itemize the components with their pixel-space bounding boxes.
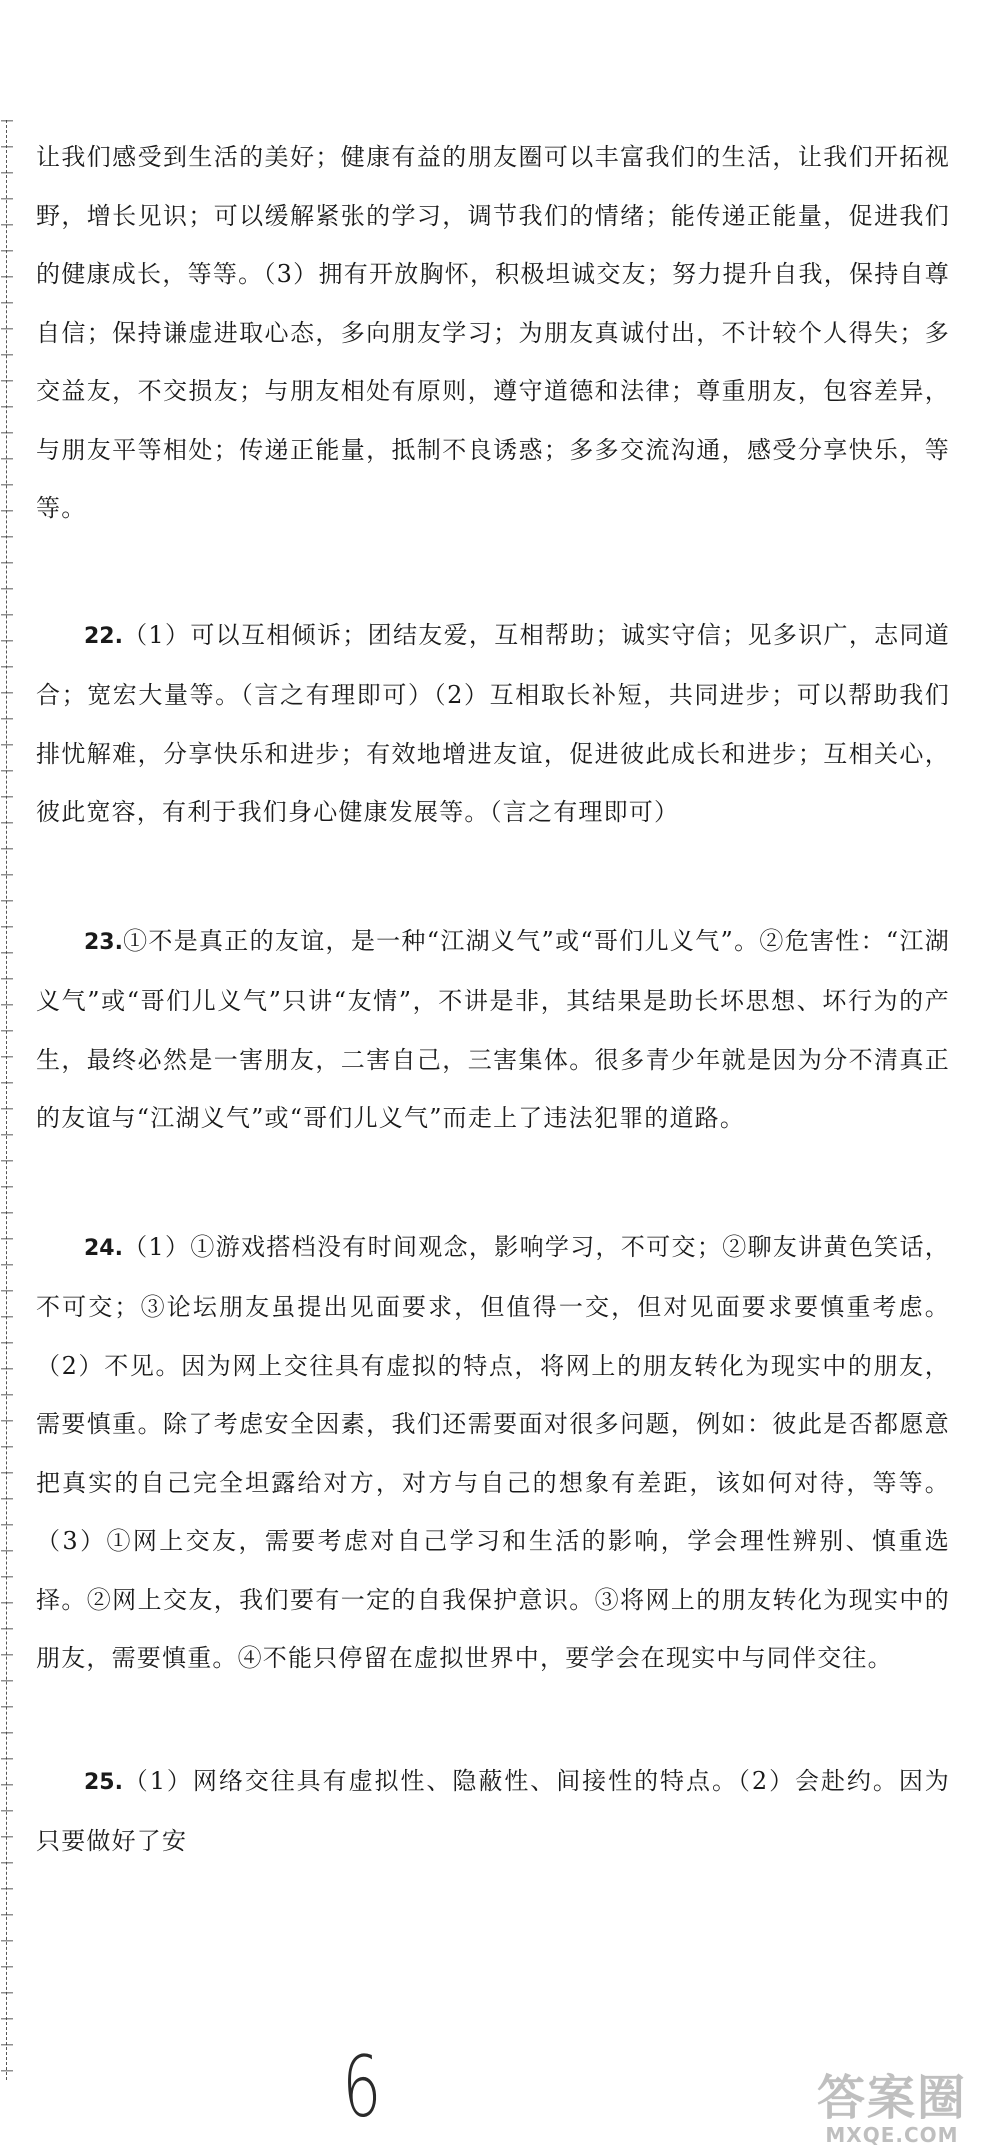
binding-tick-marks <box>1 120 13 2080</box>
answer-23 <box>36 912 950 1148</box>
page-number: 6 <box>340 2036 384 2138</box>
watermark-url: MXQE.COM <box>825 2123 959 2147</box>
answer-24-text: （1）①游戏搭档没有时间观念，影响学习，不可交；②聊友讲黄色笑话，不可交；③论坛朋友虽提出见面要求，但值得一交，但对见面要求要慎重考虑。（2）不见。因为网上交往具有虚拟的特点，将网上的朋友转化为现实中的朋友，需要慎重。除了考虑安全因素，我们还需要面对很多问题，例如：彼此是否都愿意把真实的自己完全坦露给对方，对方与自己的想象有差距，该如何对待，等等。（3）①网上交友，需要考虑对自己学习和生活的影响，学会理性辨别、慎重选择。②网上交友，我们要有一定的自我保护意识。③将网上的朋友转化为现实中的朋友，需要慎重。④不能只停留在虚拟世界中，要学会在现实中与同伴交往。 <box>36 1232 950 1672</box>
answer-22 <box>36 606 950 842</box>
answer-21-continuation: 让我们感受到生活的美好；健康有益的朋友圈可以丰富我们的生活，让我们开拓视野，增长见识；可以缓解紧张的学习，调节我们的情绪；能传递正能量，促进我们的健康成长，等等。（3）拥有开放胸怀，积极坦诚交友；努力提升自我，保持自尊自信；保持谦虚进取心态，多向朋友学习；为朋友真诚付出，不计较个人得失；多交益友，不交损友；与朋友相处有原则，遵守道德和法律；尊重朋友，包容差异，与朋友平等相处；传递正能量，抵制不良诱惑；多多交流沟通，感受分享快乐，等等。 <box>36 143 950 522</box>
answer-24 <box>36 1218 950 1688</box>
answer-content <box>36 128 950 1871</box>
question-number-25: 25. <box>84 1769 123 1795</box>
question-number-24: 24. <box>84 1235 123 1261</box>
question-number-23: 23. <box>84 929 123 955</box>
watermark-logo: 答案圈 <box>816 2070 967 2126</box>
answer-22-text: （1）可以互相倾诉；团结友爱，互相帮助；诚实守信；见多识广，志同道合；宽宏大量等。（言之有理即可）（2）互相取长补短，共同进步；可以帮助我们排忧解难，分享快乐和进步；有效地增进友谊，促进彼此成长和进步；互相关心，彼此宽容，有利于我们身心健康发展等。（言之有理即可） <box>36 620 950 826</box>
question-number-22: 22. <box>84 623 123 649</box>
answer-25 <box>36 1752 950 1871</box>
watermark <box>792 2072 992 2146</box>
answer-23-text: ①不是真正的友谊，是一种“江湖义气”或“哥们儿义气”。②危害性：“江湖义气”或“哥们儿义气”只讲“友情”，不讲是非，其结果是助长坏思想、坏行为的产生，最终必然是一害朋友，二害自己，三害集体。很多青少年就是因为分不清真正的友谊与“江湖义气”或“哥们儿义气”而走上了违法犯罪的道路。 <box>36 926 950 1132</box>
answer-25-text: （1）网络交往具有虚拟性、隐蔽性、间接性的特点。（2）会赴约。因为只要做好了安 <box>36 1766 950 1855</box>
